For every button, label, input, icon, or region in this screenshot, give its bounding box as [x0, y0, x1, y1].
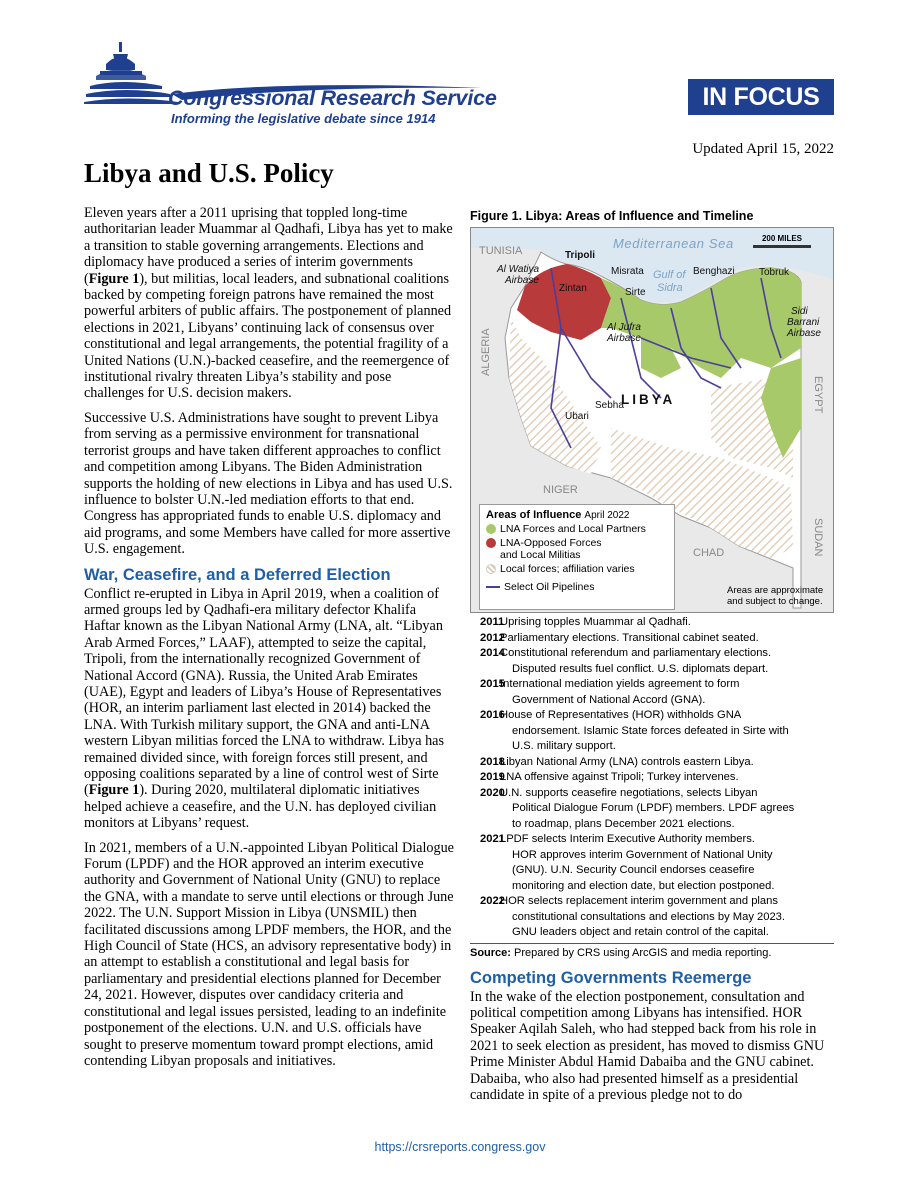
legend-opposed: LNA-Opposed Forces	[486, 537, 668, 549]
label-sea: Mediterranean Sea	[613, 236, 734, 251]
timeline-text: monitoring and election date, but election postponed.	[512, 879, 775, 892]
label-tripoli: Tripoli	[565, 250, 595, 261]
timeline-year: 2018	[480, 755, 505, 768]
timeline-text: Libyan National Army (LNA) controls eastern Libya.	[500, 755, 754, 768]
updated-date: Updated April 15, 2022	[692, 141, 834, 157]
conflict-paragraph: Conflict re-erupted in Libya in April 2019, when a coalition of armed groups led by Qadhafi-era military defector Khalifa Haftar known as the Libyan National Army (LNA, alt. “Libyan Arab Armed Forces,” LAAF), attempted to seize the capital, Tripoli, from the internationally recognized Government of National Accord (GNA). Russia, the United Arab Emirates (UAE), Egypt and leaders of Libya’s House of Representatives (HOR, an interim parliament last elected in 2014) backed the LNA. With Turkish military support, the GNA and anti-LNA western Libyan militias forced the LNA to withdraw. Libya has remained divided since, with foreign forces still present, and opposing coalitions separated by a line of control west of Sirte (Figure 1). During 2020, multilateral diplomatic initiatives helped achieve a ceasefire, and the U.N. has deployed civilian monitors at Libyans’ request.	[84, 585, 444, 832]
timeline-item	[470, 786, 834, 833]
legend-opposed-2: and Local Militias	[500, 549, 581, 561]
timeline-text: House of Representatives (HOR) withholds GNA	[500, 709, 742, 721]
label-libya: LIBYA	[621, 392, 676, 407]
timeline-year: 2020	[480, 786, 505, 799]
label-jufra-2: Airbase	[607, 333, 641, 344]
label-sudan: SUDAN	[812, 518, 824, 557]
legend-title: Areas of Influence April 2022	[486, 509, 630, 521]
timeline-text: GNU leaders object and retain control of the capital.	[512, 926, 769, 938]
timeline-item	[470, 708, 834, 755]
policy-paragraph: Successive U.S. Administrations have sought to prevent Libya from serving as a permissive environment for transnational terrorist groups and have taken different approaches to conflict and competition among Libyans. The Biden Administration supports the holding of new elections in Libya and has used U.S. influence to bolster U.N.-led mediation efforts to that end. Congress has appropriated funds to enable U.S. diplomacy and aid programs, and some Members have called for more assertive U.S. engagement.	[84, 409, 453, 558]
label-jufra: Al Jufra	[607, 322, 641, 333]
label-gulf: Gulf of	[653, 269, 686, 281]
timeline-text: Disputed results fuel conflict. U.S. diplomats depart.	[512, 662, 769, 675]
label-sidi-3: Airbase	[787, 328, 821, 339]
label-niger: NIGER	[543, 484, 578, 496]
timeline-item	[470, 832, 834, 894]
timeline-text: Parliamentary elections. Transitional cabinet seated.	[500, 631, 759, 644]
timeline-item	[470, 677, 834, 708]
figure-title: Figure 1. Libya: Areas of Influence and Timeline	[470, 209, 754, 223]
label-tobruk: Tobruk	[759, 267, 790, 278]
org-name: Congressional Research Service	[168, 86, 497, 110]
timeline-text: endorsement. Islamic State forces defeated in Sirte with	[512, 724, 789, 737]
right-column	[470, 205, 834, 1103]
figure-ref: Figure 1	[88, 782, 140, 799]
label-ubari: Ubari	[565, 411, 589, 422]
label-sidi: Sidi	[791, 306, 808, 317]
timeline-year: 2019	[480, 771, 505, 783]
timeline-year: 2012	[480, 631, 505, 644]
timeline-text: to roadmap, plans December 2021 elections.	[512, 817, 735, 830]
map-legend	[479, 504, 675, 610]
timeline-text: HOR selects replacement interim government and plans	[500, 895, 778, 907]
org-tagline: Informing the legislative debate since 1914	[171, 111, 436, 126]
timeline-text: International mediation yields agreement to form	[500, 678, 740, 690]
intro-paragraph: Eleven years after a 2011 uprising that toppled long-time authoritarian leader Muammar al Qadhafi, Libya has yet to make a transition to stable governing arrangements. Elections and diplomacy have produced a series of interim governments (Figure 1), but militias, local leaders, and subnational coalitions backed by competing foreign patrons have remained the most powerful arbiters of public affairs. The postponement of planned elections in 2021, Libyans’ continuing lack of consensus over constitutional and legal arrangements, the potential fragility of a United Nations (U.N.)-backed ceasefire, and the reemergence of institutional rivalry threaten Libya’s stability and pose challenges for U.S. decision makers.	[84, 205, 453, 402]
left-column	[84, 205, 454, 1077]
section-heading-competing: Competing Governments Reemerge	[470, 968, 752, 987]
timeline-text: Political Dialogue Forum (LPDF) members. LPDF agrees	[512, 802, 795, 814]
timeline-item	[470, 770, 834, 786]
label-algeria: ALGERIA	[480, 328, 492, 376]
label-watiya: Al Watiya	[497, 264, 540, 275]
timeline-text: Constitutional referendum and parliamentary elections.	[500, 647, 772, 659]
timeline-year: 2014	[480, 647, 505, 659]
timeline-year: 2011	[480, 616, 505, 628]
header	[0, 0, 920, 157]
label-egypt: EGYPT	[812, 376, 824, 414]
timeline-item	[470, 631, 834, 647]
label-sirte: Sirte	[625, 287, 646, 298]
timeline-text: U.S. military support.	[512, 740, 616, 752]
timeline-text: (GNU). U.N. Security Council endorses ceasefire	[512, 864, 755, 876]
timeline-year: 2015	[480, 678, 505, 690]
footer-url[interactable]: https://crsreports.congress.gov	[374, 1140, 546, 1154]
timeline-text: HOR approves interim Government of National Unity	[512, 848, 773, 861]
label-watiya-2: Airbase	[505, 275, 539, 286]
legend-pipeline: Select Oil Pipelines	[486, 581, 668, 593]
election-paragraph: In 2021, members of a U.N.-appointed Libyan Political Dialogue Forum (LPDF) and the HOR approved an interim executive authority and Government of National Unity (GNU) to replace the GNA, with a mandate to serve until elections or through June 2022. The U.N. Support Mission in Libya (UNSMIL) then facilitated discussions among LPDF members, the HOR, and the High Council of State (HCS, an advisory representative body) in an attempt to establish a constitutional and legal basis for parliamentary and presidential elections planned for December 24, 2021. However, disputes over candidacy criteria and constitutional and legal issues persisted, leading to an indefinite postponement of the elections. U.N. and U.S. officials have sought to preserve momentum toward prompt elections, amid contending Libyan proposals and initiatives.	[84, 839, 454, 1069]
label-tunisia: TUNISIA	[479, 245, 523, 257]
section-heading-war: War, Ceasefire, and a Deferred Election	[84, 565, 391, 584]
figure-ref: Figure 1	[88, 270, 140, 287]
label-misrata: Misrata	[611, 266, 644, 277]
in-focus-badge: IN FOCUS	[688, 79, 834, 115]
timeline-text: constitutional consultations and elections by May 2023.	[512, 910, 786, 923]
timeline-text: Uprising topples Muammar al Qadhafi.	[500, 616, 691, 628]
label-zintan: Zintan	[559, 283, 587, 294]
timeline-text: U.N. supports ceasefire negotiations, selects Libyan	[500, 786, 758, 799]
page-title: Libya and U.S. Policy	[84, 158, 334, 188]
timeline-text: LNA offensive against Tripoli; Turkey intervenes.	[500, 771, 739, 783]
timeline-text: LPDF selects Interim Executive Authority members.	[500, 833, 755, 845]
timeline-text: Government of National Accord (GNA).	[512, 693, 706, 706]
figure-source: Source: Prepared by CRS using ArcGIS and media reporting.	[470, 946, 772, 959]
timeline-item	[470, 755, 834, 771]
timeline-item	[470, 646, 834, 677]
label-benghazi: Benghazi	[693, 266, 735, 277]
divider	[470, 943, 834, 944]
timeline-year: 2016	[480, 709, 505, 721]
timeline-year: 2022	[480, 895, 505, 907]
timeline	[470, 615, 834, 941]
map-note: Areas are approximate and subject to change.	[727, 585, 824, 607]
legend-lna: LNA Forces and Local Partners	[486, 523, 668, 535]
label-sidi-2: Barrani	[787, 317, 820, 328]
libya-map	[470, 227, 834, 613]
timeline-item	[470, 615, 834, 631]
scale-bar: 200 MILES	[753, 234, 811, 248]
timeline-item	[470, 894, 834, 941]
label-sebha: Sebha	[595, 400, 624, 411]
label-chad: CHAD	[693, 547, 725, 559]
label-gulf-2: Sidra	[657, 282, 683, 294]
legend-local: Local forces; affiliation varies	[486, 563, 668, 575]
competing-paragraph: In the wake of the election postponement, consultation and political competition among Libyans has intensified. HOR Speaker Aqilah Saleh, who had stepped back from his role in 2021 to seek election as president, has moved to dismiss GNU Prime Minister Abdul Hamid Dabaiba and the GNU cabinet. Dabaiba, who also had presented himself as a presidential candidate in spite of a previous pledge not to do	[470, 988, 825, 1103]
timeline-year: 2021	[480, 833, 505, 845]
